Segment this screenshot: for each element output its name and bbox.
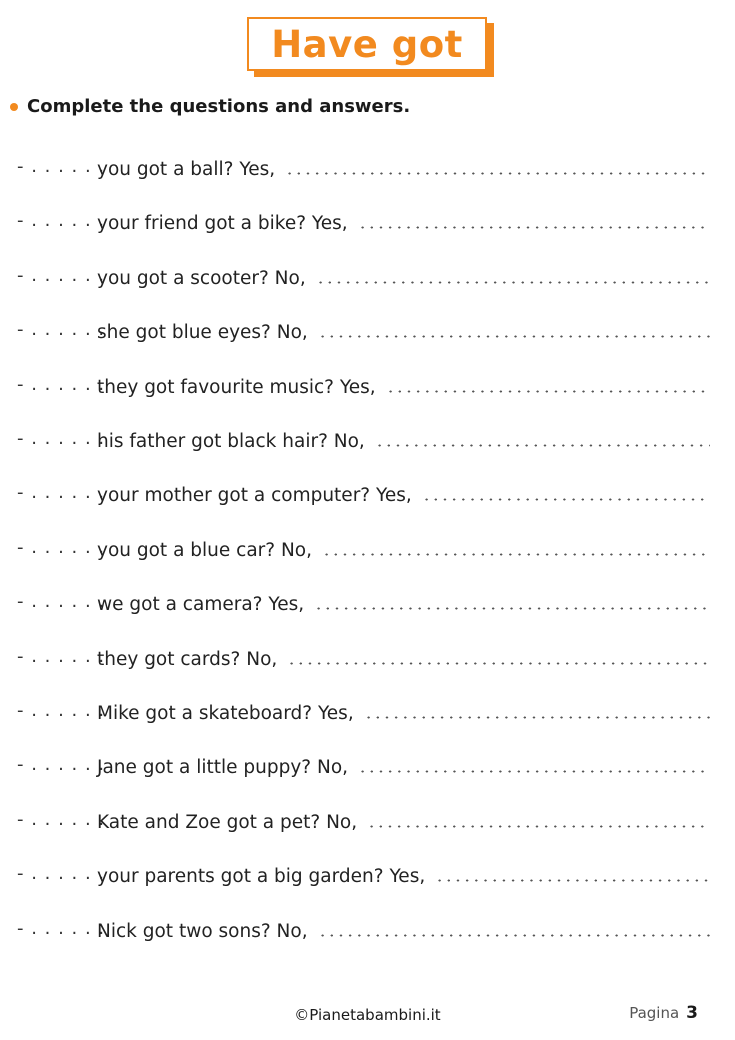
- blank-prefix: - . . . . . .: [17, 754, 106, 776]
- question-text: Nick got two sons? No,: [97, 920, 308, 942]
- exercise-line: [0, 907, 735, 947]
- answer-dotted-line: [364, 716, 710, 719]
- exercise-line: [0, 363, 735, 403]
- exercise-line: [0, 526, 735, 566]
- question-text: your mother got a computer? Yes,: [97, 485, 412, 507]
- answer-dotted-line: [386, 390, 710, 393]
- exercise-line: [0, 743, 735, 783]
- blank-prefix: - . . . . . .: [17, 808, 106, 830]
- question-text: they got cards? No,: [97, 648, 278, 670]
- answer-dotted-line: [285, 172, 710, 175]
- footer-page: [629, 1003, 698, 1023]
- blank-prefix: - . . . . . .: [17, 319, 106, 341]
- instruction-text: Complete the questions and answers.: [27, 96, 411, 117]
- page-title: Have got: [271, 22, 463, 66]
- answer-dotted-line: [318, 934, 710, 937]
- answer-dotted-line: [316, 281, 710, 284]
- blank-prefix: - . . . . . .: [17, 645, 106, 667]
- exercise-line: [0, 635, 735, 675]
- exercise-line: [0, 254, 735, 294]
- question-text: your parents got a big garden? Yes,: [97, 866, 426, 888]
- bullet-icon: [10, 103, 18, 111]
- answer-dotted-line: [358, 770, 710, 773]
- exercise-line: [0, 689, 735, 729]
- blank-prefix: - . . . . . .: [17, 700, 106, 721]
- exercise-line: [0, 308, 735, 348]
- answer-dotted-line: [358, 226, 710, 229]
- answer-dotted-line: [314, 607, 710, 610]
- blank-prefix: - . . . . . .: [17, 917, 106, 939]
- answer-dotted-line: [322, 553, 710, 556]
- question-text: they got favourite music? Yes,: [97, 376, 376, 398]
- question-text: Mike got a skateboard? Yes,: [97, 703, 354, 724]
- question-text: his father got black hair? No,: [97, 431, 365, 452]
- blank-prefix: - . . . . . .: [17, 863, 106, 885]
- answer-dotted-line: [367, 825, 710, 828]
- blank-prefix: - . . . . . .: [17, 156, 106, 177]
- answer-dotted-line: [435, 879, 710, 882]
- answer-dotted-line: [422, 498, 710, 501]
- question-text: you got a scooter? No,: [97, 267, 306, 289]
- exercise-line: [0, 471, 735, 511]
- exercise-line: [0, 580, 735, 620]
- question-text: your friend got a bike? Yes,: [97, 213, 348, 235]
- exercise-line: [0, 417, 735, 457]
- answer-dotted-line: [318, 335, 710, 338]
- blank-prefix: - . . . . . .: [17, 591, 106, 613]
- page-number: 3: [686, 1003, 698, 1023]
- exercise-line: [0, 199, 735, 239]
- blank-prefix: - . . . . . .: [17, 482, 106, 504]
- question-text: you got a ball? Yes,: [97, 159, 276, 180]
- question-text: Kate and Zoe got a pet? No,: [97, 811, 358, 833]
- blank-prefix: - . . . . . .: [17, 373, 106, 395]
- instruction: [10, 96, 410, 117]
- question-text: Jane got a little puppy? No,: [97, 757, 349, 779]
- footer-copyright: ©Pianetabambini.it: [294, 1006, 441, 1024]
- answer-dotted-line: [287, 662, 710, 665]
- answer-dotted-line: [375, 444, 710, 447]
- title-banner: [247, 17, 487, 71]
- question-text: she got blue eyes? No,: [97, 322, 308, 344]
- blank-prefix: - . . . . . .: [17, 264, 106, 286]
- exercise-line: [0, 145, 735, 185]
- blank-prefix: - . . . . . .: [17, 428, 106, 449]
- question-text: we got a camera? Yes,: [97, 594, 305, 616]
- title-box: [247, 17, 487, 71]
- question-text: you got a blue car? No,: [97, 539, 313, 561]
- blank-prefix: - . . . . . .: [17, 210, 106, 232]
- page-label: Pagina: [629, 1004, 680, 1022]
- exercise-line: [0, 798, 735, 838]
- exercise-line: [0, 852, 735, 892]
- blank-prefix: - . . . . . .: [17, 536, 106, 558]
